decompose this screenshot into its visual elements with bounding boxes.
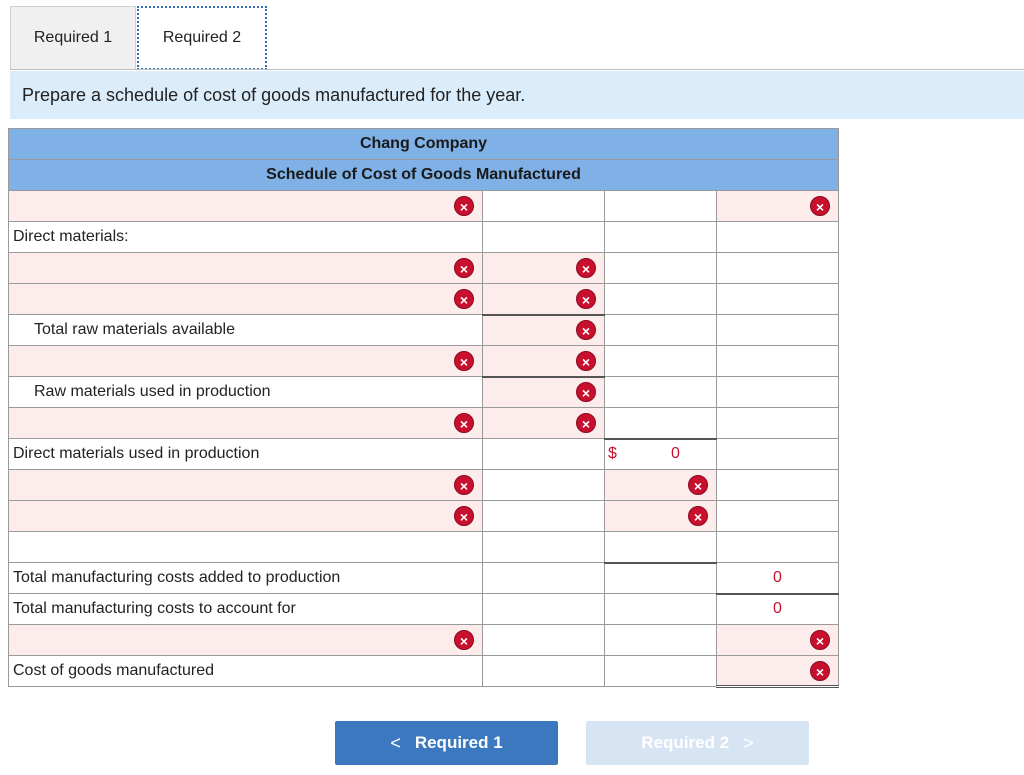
error-icon: ×: [576, 320, 596, 340]
error-icon: ×: [810, 661, 830, 681]
raw-materials-used-label: Raw materials used in production: [9, 377, 483, 408]
amount-input[interactable]: [483, 253, 605, 284]
amount-input[interactable]: [605, 625, 717, 656]
amount-input[interactable]: [717, 253, 839, 284]
amount-input[interactable]: [717, 470, 839, 501]
direct-materials-label: Direct materials:: [9, 222, 483, 253]
amount-input[interactable]: [605, 315, 717, 346]
next-button-label: Required 2: [641, 733, 730, 752]
error-icon: ×: [810, 196, 830, 216]
cogm-label: Cost of goods manufactured: [9, 656, 483, 687]
amount-input[interactable]: [483, 625, 605, 656]
total-mfg-added-value[interactable]: 0: [717, 563, 839, 594]
amount-input[interactable]: [483, 408, 605, 439]
amount-input[interactable]: [483, 470, 605, 501]
error-icon: ×: [576, 258, 596, 278]
tab-required-2[interactable]: Required 2: [137, 6, 267, 70]
amount-input[interactable]: [483, 439, 605, 470]
chevron-left-icon: <: [390, 732, 401, 753]
amount-input[interactable]: [717, 346, 839, 377]
amount-input[interactable]: [605, 191, 717, 222]
amount-input[interactable]: [717, 532, 839, 563]
error-icon: ×: [576, 413, 596, 433]
instruction-text: Prepare a schedule of cost of goods manufactured for the year.: [22, 84, 526, 105]
dm-used-value: 0: [671, 445, 680, 463]
label-select[interactable]: [9, 501, 483, 532]
amount-input[interactable]: [717, 625, 839, 656]
amount-input[interactable]: [717, 439, 839, 470]
amount-input[interactable]: [483, 532, 605, 563]
amount-input[interactable]: [717, 408, 839, 439]
amount-input[interactable]: [717, 284, 839, 315]
error-icon: ×: [576, 289, 596, 309]
amount-input[interactable]: [605, 501, 717, 532]
company-name: Chang Company: [9, 129, 839, 160]
amount-input[interactable]: [605, 346, 717, 377]
label-select[interactable]: [9, 346, 483, 377]
cogm-input[interactable]: [717, 656, 839, 687]
amount-input[interactable]: [483, 191, 605, 222]
label-select[interactable]: [9, 625, 483, 656]
label-select[interactable]: [9, 191, 483, 222]
next-button[interactable]: [586, 721, 809, 765]
currency-symbol: $: [608, 445, 617, 463]
amount-input[interactable]: [717, 501, 839, 532]
error-icon: ×: [454, 289, 474, 309]
dm-used-label: Direct materials used in production: [9, 439, 483, 470]
amount-input[interactable]: [717, 315, 839, 346]
amount-input[interactable]: [605, 284, 717, 315]
amount-input[interactable]: [717, 377, 839, 408]
instruction-banner: [10, 71, 1024, 119]
prev-button-label: Required 1: [414, 733, 503, 752]
error-icon: ×: [454, 258, 474, 278]
amount-input[interactable]: [717, 191, 839, 222]
amount-input[interactable]: [483, 284, 605, 315]
amount-input[interactable]: [483, 315, 605, 346]
total-mfg-account-label: Total manufacturing costs to account for: [9, 594, 483, 625]
amount-input[interactable]: [483, 346, 605, 377]
error-icon: ×: [576, 382, 596, 402]
error-icon: ×: [454, 351, 474, 371]
chevron-right-icon: >: [743, 732, 754, 753]
label-select[interactable]: [9, 532, 483, 563]
amount-input[interactable]: [605, 408, 717, 439]
error-icon: ×: [454, 196, 474, 216]
schedule-table: [8, 128, 839, 688]
label-select[interactable]: [9, 470, 483, 501]
schedule-title: Schedule of Cost of Goods Manufactured: [9, 160, 839, 191]
tab-divider: [10, 69, 1024, 70]
dm-used-total[interactable]: [605, 439, 717, 470]
amount-input[interactable]: [605, 470, 717, 501]
prev-button[interactable]: [335, 721, 558, 765]
error-icon: ×: [810, 630, 830, 650]
tab-required-1[interactable]: Required 1: [10, 6, 136, 69]
error-icon: ×: [454, 630, 474, 650]
total-mfg-account-value[interactable]: 0: [717, 594, 839, 625]
total-raw-materials-label: Total raw materials available: [9, 315, 483, 346]
error-icon: ×: [576, 351, 596, 371]
error-icon: ×: [688, 475, 708, 495]
error-icon: ×: [454, 475, 474, 495]
amount-input[interactable]: [483, 501, 605, 532]
label-select[interactable]: [9, 253, 483, 284]
label-select[interactable]: [9, 284, 483, 315]
label-select[interactable]: [9, 408, 483, 439]
amount-input[interactable]: [483, 377, 605, 408]
amount-input[interactable]: [605, 532, 717, 563]
amount-input[interactable]: [605, 253, 717, 284]
error-icon: ×: [688, 506, 708, 526]
amount-input[interactable]: [605, 377, 717, 408]
error-icon: ×: [454, 506, 474, 526]
error-icon: ×: [454, 413, 474, 433]
total-mfg-added-label: Total manufacturing costs added to production: [9, 563, 483, 594]
